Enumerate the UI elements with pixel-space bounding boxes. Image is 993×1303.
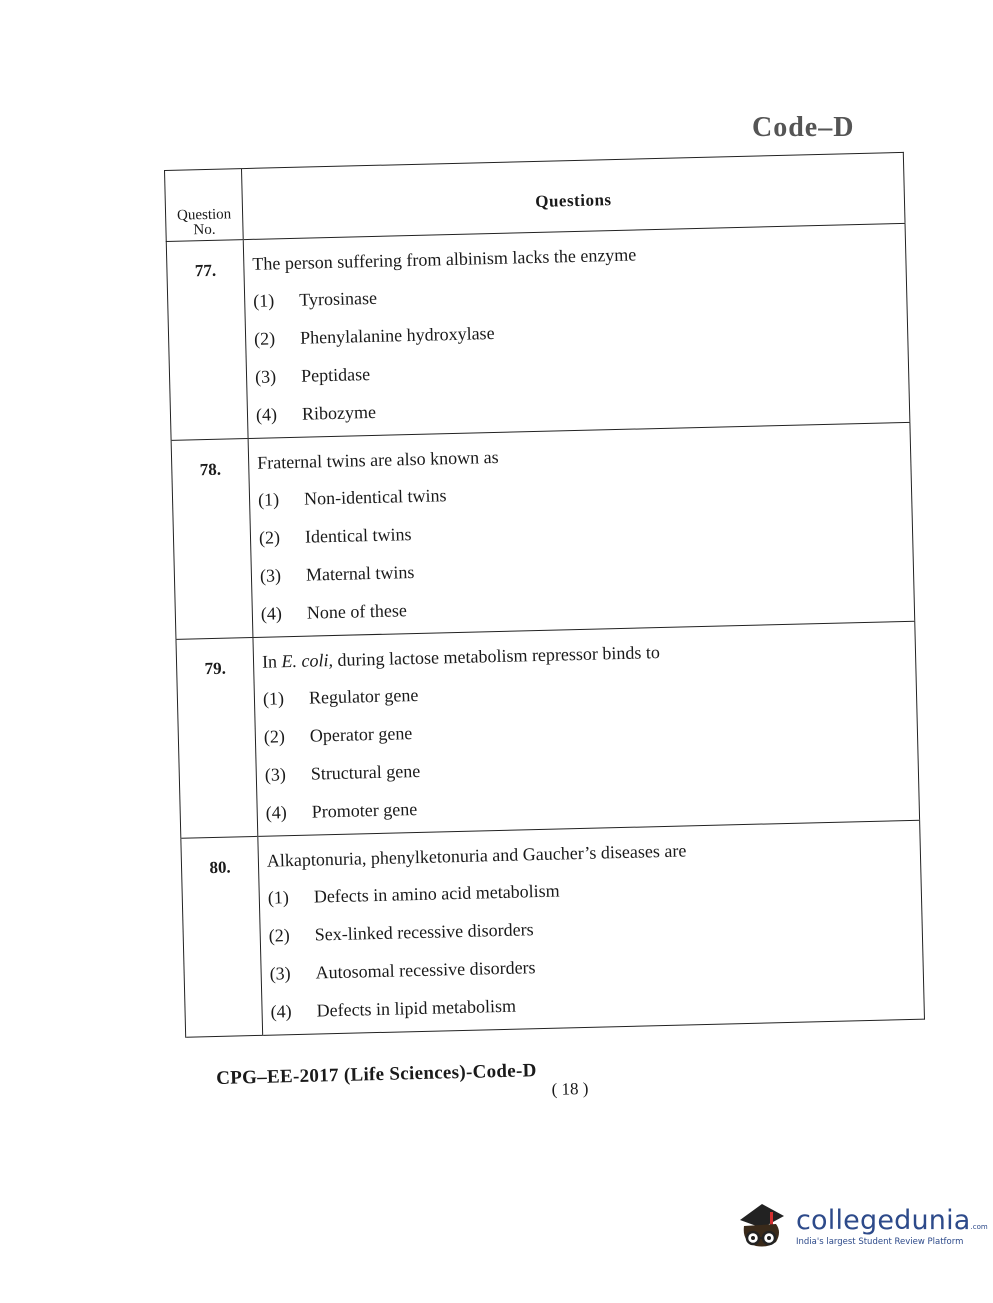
- question-number: 78.: [171, 439, 253, 640]
- option-text: Defects in lipid metabolism: [316, 995, 517, 1021]
- option-number: (3): [264, 764, 287, 785]
- stem-prefix: In: [261, 651, 282, 672]
- question-table: [164, 152, 925, 1038]
- logo-tagline: India's largest Student Review Platform: [796, 1237, 964, 1247]
- logo-suffix: .com: [970, 1223, 988, 1231]
- question-row: [166, 223, 910, 440]
- question-row: [171, 422, 915, 639]
- logo-name: collegedunia: [796, 1205, 971, 1236]
- option: [263, 673, 906, 710]
- option-text: Peptidase: [300, 364, 371, 386]
- option: [253, 275, 896, 312]
- option: [270, 986, 913, 1023]
- option-number: (1): [252, 290, 275, 311]
- option-number: (1): [262, 688, 285, 709]
- question-body: [243, 223, 910, 438]
- option-text: Operator gene: [309, 723, 413, 746]
- question-stem: Fraternal twins are also known as: [256, 446, 499, 473]
- option: [269, 948, 912, 985]
- option-text: Sex-linked recessive disorders: [314, 919, 534, 945]
- option-number: (1): [257, 489, 280, 510]
- column-header-questions: Questions: [241, 152, 905, 239]
- option: [261, 588, 904, 625]
- option-number: (2): [268, 925, 290, 946]
- question-number: 79.: [176, 637, 258, 838]
- page-number: ( 18 ): [551, 1078, 589, 1099]
- option-text: Identical twins: [304, 524, 412, 547]
- option-number: (2): [263, 726, 286, 747]
- option-text: Defects in amino acid metabolism: [313, 880, 560, 907]
- option-number: (3): [254, 366, 277, 387]
- column-header-question-no: Question No.: [165, 169, 244, 242]
- question-stem: Alkaptonuria, phenylketonuria and Gaucher’s diseases are: [266, 840, 687, 871]
- question-row: [176, 621, 920, 838]
- option-text: Structural gene: [310, 760, 421, 784]
- option-text: Ribozyme: [301, 401, 377, 424]
- option-number: (3): [259, 565, 282, 586]
- question-sheet: [164, 152, 925, 1038]
- option: [264, 711, 907, 748]
- option: [265, 749, 908, 786]
- option: [256, 389, 899, 426]
- option: [268, 910, 911, 947]
- question-body: [258, 820, 925, 1035]
- option-text: Tyrosinase: [298, 287, 378, 310]
- collegedunia-logo: [736, 1198, 988, 1254]
- code-label: Code–D: [752, 112, 855, 143]
- option-number: (3): [269, 963, 291, 984]
- question-number: 80.: [181, 836, 263, 1037]
- option-number: (4): [260, 603, 283, 624]
- option-text: None of these: [306, 600, 408, 623]
- option-text: Autosomal recessive disorders: [315, 957, 536, 983]
- exam-code: CPG–EE-2017 (Life Sciences)-Code-D: [216, 1060, 537, 1089]
- option-number: (1): [267, 887, 290, 908]
- option: [260, 550, 903, 587]
- mascot-icon: [736, 1198, 788, 1254]
- stem-suffix: during lactose metabolism repressor binds to: [332, 642, 661, 671]
- question-body: [248, 422, 915, 637]
- option-text: Regulator gene: [308, 684, 419, 708]
- option-text: Maternal twins: [305, 562, 415, 585]
- question-stem: [262, 636, 905, 673]
- option-text: Non-identical twins: [303, 485, 447, 509]
- option: [254, 313, 897, 350]
- option-number: (4): [255, 404, 278, 425]
- option: [258, 474, 901, 511]
- question-body: [253, 621, 920, 836]
- option: [268, 872, 911, 909]
- question-stem: The person suffering from albinism lacks the enzyme: [252, 244, 637, 274]
- option-number: (2): [253, 328, 276, 349]
- option-number: (2): [258, 527, 281, 548]
- stem-organism: E. coli,: [281, 650, 334, 672]
- option: [255, 351, 898, 388]
- option-text: Promoter gene: [311, 799, 418, 822]
- option: [259, 512, 902, 549]
- option-text: Phenylalanine hydroxylase: [299, 322, 495, 348]
- question-number: 77.: [166, 240, 248, 441]
- question-row: [181, 820, 925, 1037]
- option-number: (4): [265, 802, 287, 823]
- option-number: (4): [270, 1001, 292, 1022]
- page-footer: [216, 1059, 589, 1108]
- option: [265, 787, 908, 824]
